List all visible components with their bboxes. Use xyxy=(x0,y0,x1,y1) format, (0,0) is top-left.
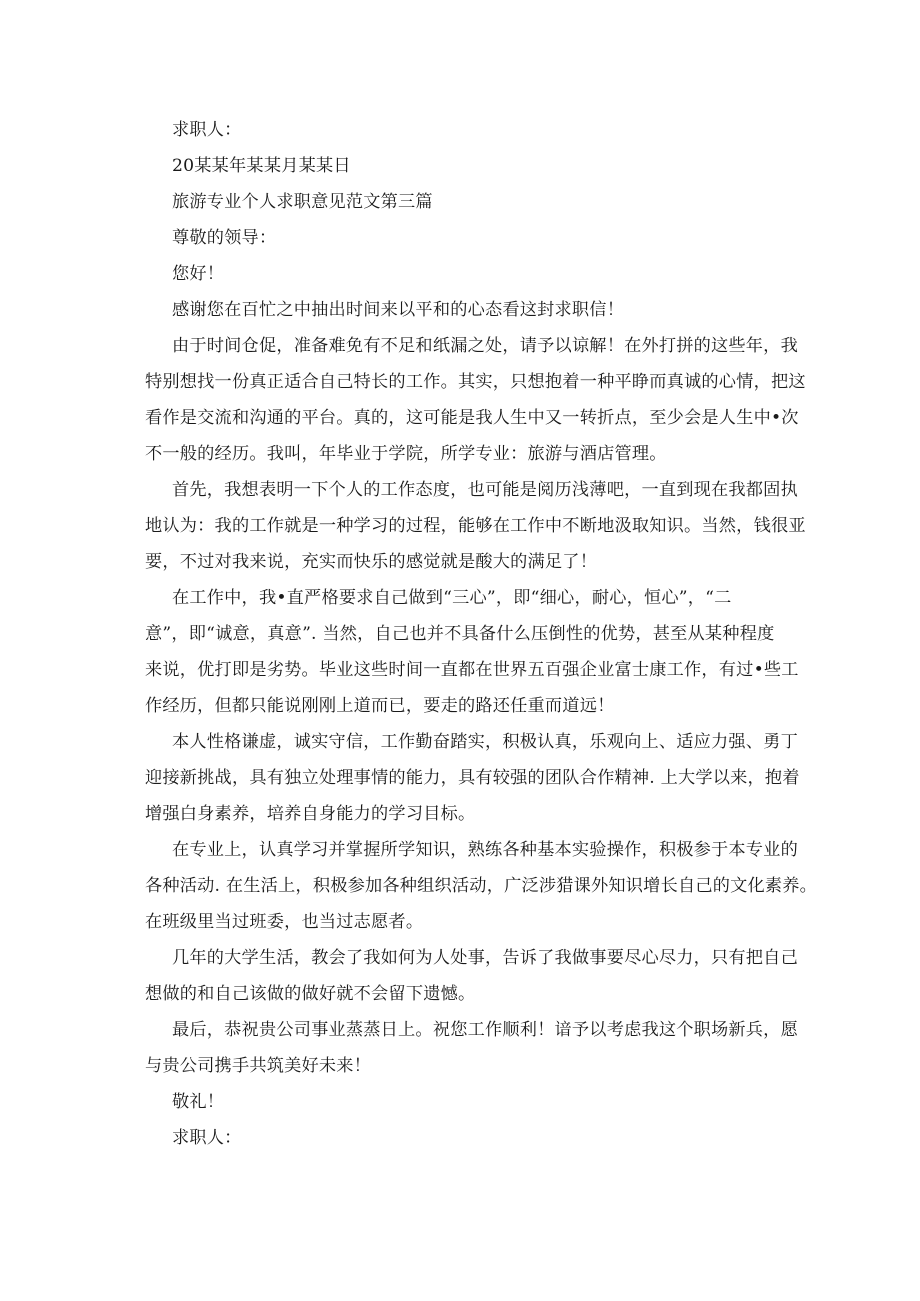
thanks-line: 感谢您在百忙之中抽出时间来以平和的心态看这封求职信！ xyxy=(172,300,625,320)
paragraph-personality xyxy=(145,724,800,832)
paragraph-line: 要，不过对我来说，充实而快乐的感觉就是酸大的满足了！ xyxy=(145,552,598,572)
paragraph-line: 本人性格谦虚，诚实守信，工作勤奋踏实，积极认真，乐观向上、适应力强、勇丁 xyxy=(172,732,798,752)
paragraph-work-attitude xyxy=(145,472,806,580)
paragraph-line: 不一般的经历。我叫，年毕业于学院，所学专业：旅游与酒店管理。 xyxy=(145,444,667,464)
paragraph-line: 特别想找一份真正适合自己特长的工作。其实，只想抱着一种平睁而真诚的心情，把这 xyxy=(145,372,806,392)
paragraph-intro xyxy=(145,328,806,472)
paragraph-line: 地认为：我的工作就是一种学习的过程，能够在工作中不断地汲取知识。当然，钱很亚 xyxy=(145,516,806,536)
paragraph-line: 各种活动. 在生活上，积极参加各种组织活动，广泛涉猎课外知识增长自己的文化素养。 xyxy=(145,876,818,896)
paragraph-university-life xyxy=(145,940,798,1012)
paragraph-requirements xyxy=(145,580,799,724)
paragraph-closing-wish xyxy=(145,1012,798,1084)
paragraph-line: 意”，即“诚意，真意”. 当然，自己也并不具备什么压倒性的优势，甚至从某种程度 xyxy=(145,624,775,644)
paragraph-line: 来说，优打即是劣势。毕业这些时间一直都在世界五百强企业富士康工作，有过•些工 xyxy=(145,660,799,680)
paragraph-line: 增强白身素养，培养自身能力的学习目标。 xyxy=(145,804,476,824)
paragraph-line: 由于时间仓促，准备难免有不足和纸漏之处，请予以谅解！在外打拼的这些年，我 xyxy=(172,336,798,356)
applicant-label-bottom: 求职人： xyxy=(172,1128,242,1148)
closing-salute: 敬礼！ xyxy=(172,1092,225,1112)
paragraph-line: 看作是交流和沟通的平台。真的，这可能是我人生中又一转折点，至少会是人生中•次 xyxy=(145,408,799,428)
paragraph-line: 最后，恭祝贵公司事业蒸蒸日上。祝您工作顺利！谙予以考虑我这个职场新兵，愿 xyxy=(172,1020,798,1040)
applicant-label-top: 求职人： xyxy=(172,120,242,140)
paragraph-line: 在工作中，我•直严格要求自己做到“三心”，即“细心，耐心，恒心”，“二 xyxy=(172,588,732,608)
paragraph-line: 想做的和自己该做的做好就不会留下遗憾。 xyxy=(145,984,476,1004)
paragraph-line: 几年的大学生活，教会了我如何为人处事，告诉了我做事要尽心尽力，只有把自己 xyxy=(172,948,798,968)
paragraph-line: 作经历，但都只能说刚刚上道而已，要走的路还任重而道远！ xyxy=(145,696,615,716)
paragraph-line: 在专业上，认真学习并掌握所学知识，熟练各种基本实验操作，积极参于本专业的 xyxy=(172,840,798,860)
greeting: 您好！ xyxy=(172,264,225,284)
paragraph-line: 首先，我想表明一下个人的工作态度，也可能是阅历浅薄吧，一直到现在我都固执 xyxy=(172,480,798,500)
letter-body xyxy=(145,112,818,1156)
paragraph-line: 与贵公司携手共筑美好未来！ xyxy=(145,1056,372,1076)
paragraph-professional xyxy=(145,832,818,940)
paragraph-line: 在班级里当过班委，也当过志愿者。 xyxy=(145,912,424,932)
document-title: 旅游专业个人求职意见范文第三篇 xyxy=(172,192,433,212)
salutation: 尊敬的领导： xyxy=(172,228,277,248)
date-line: 20某某年某某月某某日 xyxy=(172,156,351,176)
paragraph-line: 迎接新挑战，具有独立处理事情的能力，具有较强的团队合作精神. 上大学以来，抱着 xyxy=(145,768,800,788)
